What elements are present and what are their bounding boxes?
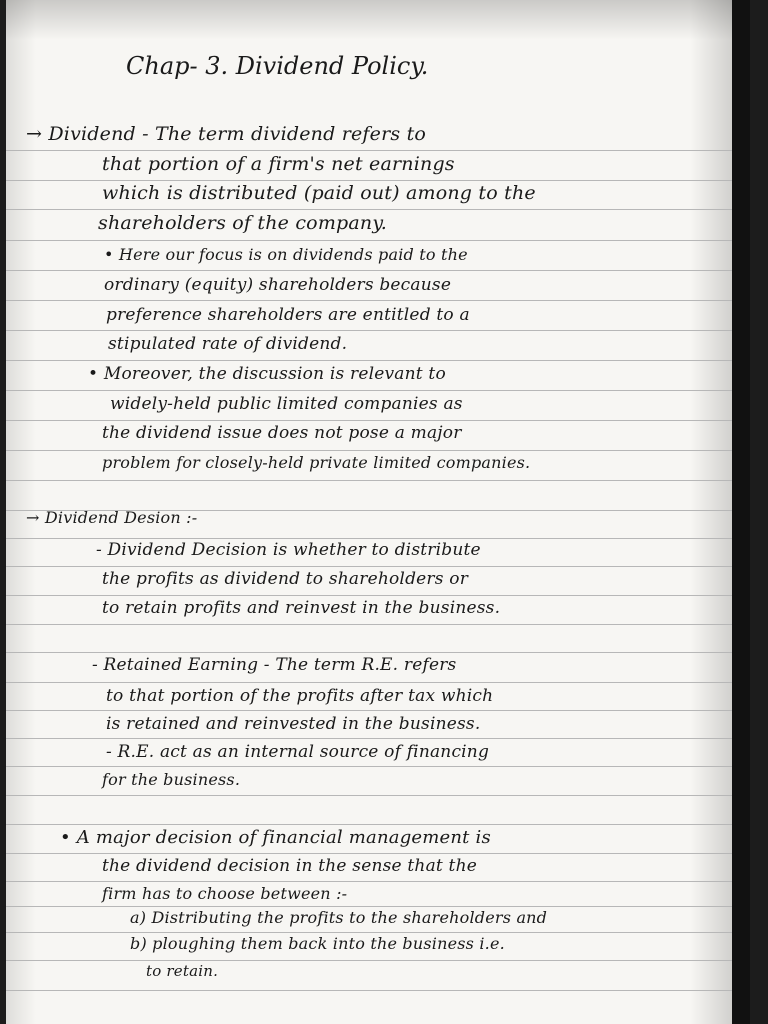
- ruled-line: [6, 881, 750, 882]
- ruled-line: [6, 180, 750, 181]
- note-line: the dividend issue does not pose a major: [102, 423, 462, 443]
- note-line: problem for closely-held private limited companies.: [102, 453, 531, 472]
- ruled-line: [6, 360, 750, 361]
- note-line: - Dividend Decision is whether to distribute: [96, 540, 481, 560]
- note-line: that portion of a firm's net earnings: [102, 153, 455, 175]
- ruled-line: [6, 710, 750, 711]
- note-line: for the business.: [102, 770, 241, 789]
- ruled-line: [6, 682, 750, 683]
- ruled-line: [6, 420, 750, 421]
- ruled-line: [6, 330, 750, 331]
- note-line: - R.E. act as an internal source of financing: [106, 742, 490, 762]
- ruled-line: [6, 595, 750, 596]
- ruled-line: [6, 738, 750, 739]
- ruled-line: [6, 566, 750, 567]
- note-line: the profits as dividend to shareholders or: [102, 569, 469, 589]
- ruled-line: [6, 150, 750, 151]
- note-line: • Here our focus is on dividends paid to the: [104, 245, 468, 264]
- ruled-line: [6, 270, 750, 271]
- page-title: Chap- 3. Dividend Policy.: [126, 52, 429, 80]
- note-line: preference shareholders are entitled to a: [106, 305, 470, 325]
- note-line: the dividend decision in the sense that the: [102, 856, 477, 876]
- notebook-page: [6, 0, 750, 1024]
- note-line: a) Distributing the profits to the shareholders and: [130, 908, 548, 927]
- ruled-line: [6, 853, 750, 854]
- note-line: ordinary (equity) shareholders because: [104, 275, 452, 295]
- ruled-line: [6, 960, 750, 961]
- note-line: - Retained Earning - The term R.E. refers: [92, 655, 457, 675]
- ruled-line: [6, 624, 750, 625]
- ruled-line: [6, 480, 750, 481]
- ruled-line: [6, 932, 750, 933]
- note-line: shareholders of the company.: [98, 212, 388, 234]
- note-line: • Moreover, the discussion is relevant to: [88, 364, 446, 384]
- ruled-line: [6, 209, 750, 210]
- note-line: → Dividend Desion :-: [26, 508, 198, 527]
- ruled-line: [6, 538, 750, 539]
- ruled-line: [6, 652, 750, 653]
- ruled-line: [6, 824, 750, 825]
- note-line: b) ploughing them back into the business i.e.: [130, 934, 505, 953]
- ruled-line: [6, 795, 750, 796]
- ruled-line: [6, 906, 750, 907]
- note-line: stipulated rate of dividend.: [108, 334, 348, 354]
- note-line: to retain profits and reinvest in the business.: [102, 598, 501, 618]
- note-line: widely-held public limited companies as: [110, 394, 463, 414]
- ruled-line: [6, 390, 750, 391]
- note-line: to retain.: [146, 962, 219, 980]
- ruled-line: [6, 766, 750, 767]
- note-line: → Dividend - The term dividend refers to: [26, 123, 427, 145]
- ruled-line: [6, 990, 750, 991]
- notebook-binding: [732, 0, 750, 1024]
- ruled-line: [6, 300, 750, 301]
- note-line: to that portion of the profits after tax which: [106, 686, 494, 706]
- ruled-line: [6, 240, 750, 241]
- ruled-line: [6, 450, 750, 451]
- note-line: • A major decision of financial management is: [60, 827, 491, 848]
- note-line: firm has to choose between :-: [102, 884, 348, 903]
- note-line: is retained and reinvested in the business.: [106, 714, 481, 734]
- note-line: which is distributed (paid out) among to the: [102, 182, 536, 204]
